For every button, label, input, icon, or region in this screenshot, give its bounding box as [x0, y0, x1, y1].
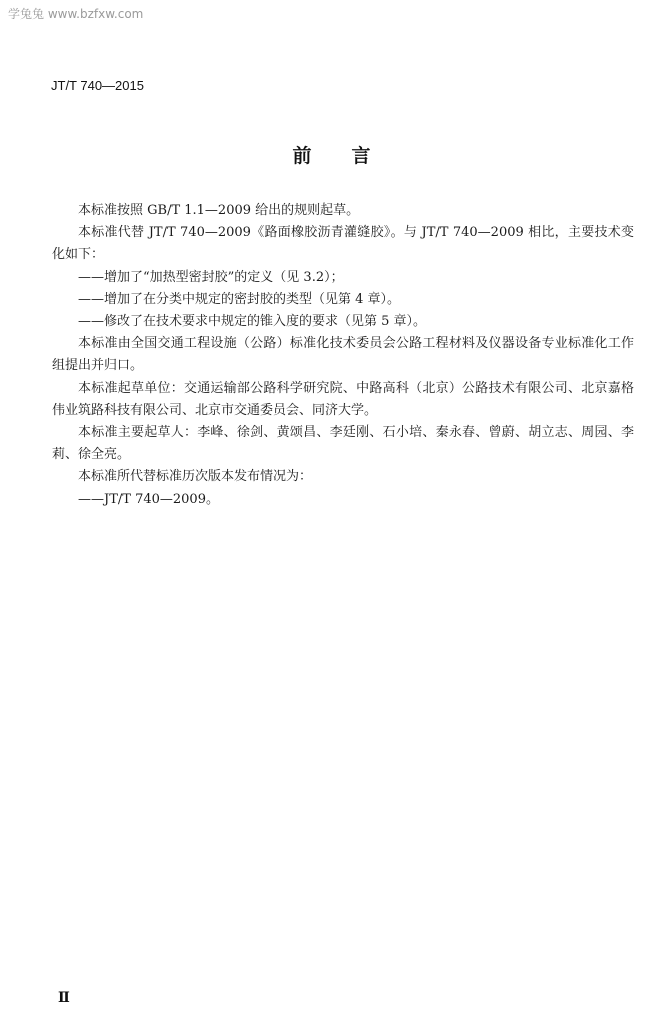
paragraph-history: 本标准所代替标准历次版本发布情况为：: [78, 469, 313, 485]
document-code: JT/T 740—2015: [51, 78, 144, 93]
foreword-body: [52, 200, 634, 511]
change-item-3: ——修改了在技术要求中规定的锥入度的要求（见第 5 章）。: [78, 314, 427, 330]
page-number: Ⅱ: [58, 991, 70, 1006]
paragraph-drafters: 本标准主要起草人：李峰、徐剑、黄颂昌、李廷刚、石小培、秦永春、曾蔚、胡立志、周园、李莉、徐全亮。: [52, 425, 634, 463]
page-title: [0, 141, 663, 168]
title-char-1: 前: [292, 145, 312, 167]
paragraph-drafting-units: 本标准起草单位：交通运输部公路科学研究院、中路高科（北京）公路技术有限公司、北京嘉格伟业筑路科技有限公司、北京市交通委员会、同济大学。: [52, 380, 634, 418]
change-item-1: ——增加了“加热型密封胶”的定义（见 3.2）；: [78, 269, 344, 285]
paragraph-proposer: 本标准由全国交通工程设施（公路）标准化技术委员会公路工程材料及仪器设备专业标准化工作组提出并归口。: [52, 336, 634, 374]
paragraph-replacement: 本标准代替 JT/T 740—2009《路面橡胶沥青灌缝胶》。与 JT/T 740—2009 相比，主要技术变化如下：: [52, 225, 634, 263]
paragraph-drafting-rules: 本标准按照 GB/T 1.1—2009 给出的规则起草。: [78, 203, 360, 218]
change-item-2: ——增加了在分类中规定的密封胶的类型（见第 4 章）。: [78, 291, 401, 307]
history-item-1: ——JT/T 740—2009。: [78, 491, 219, 507]
title-char-2: 言: [351, 145, 371, 167]
watermark: 学兔兔 www.bzfxw.com: [8, 7, 144, 21]
